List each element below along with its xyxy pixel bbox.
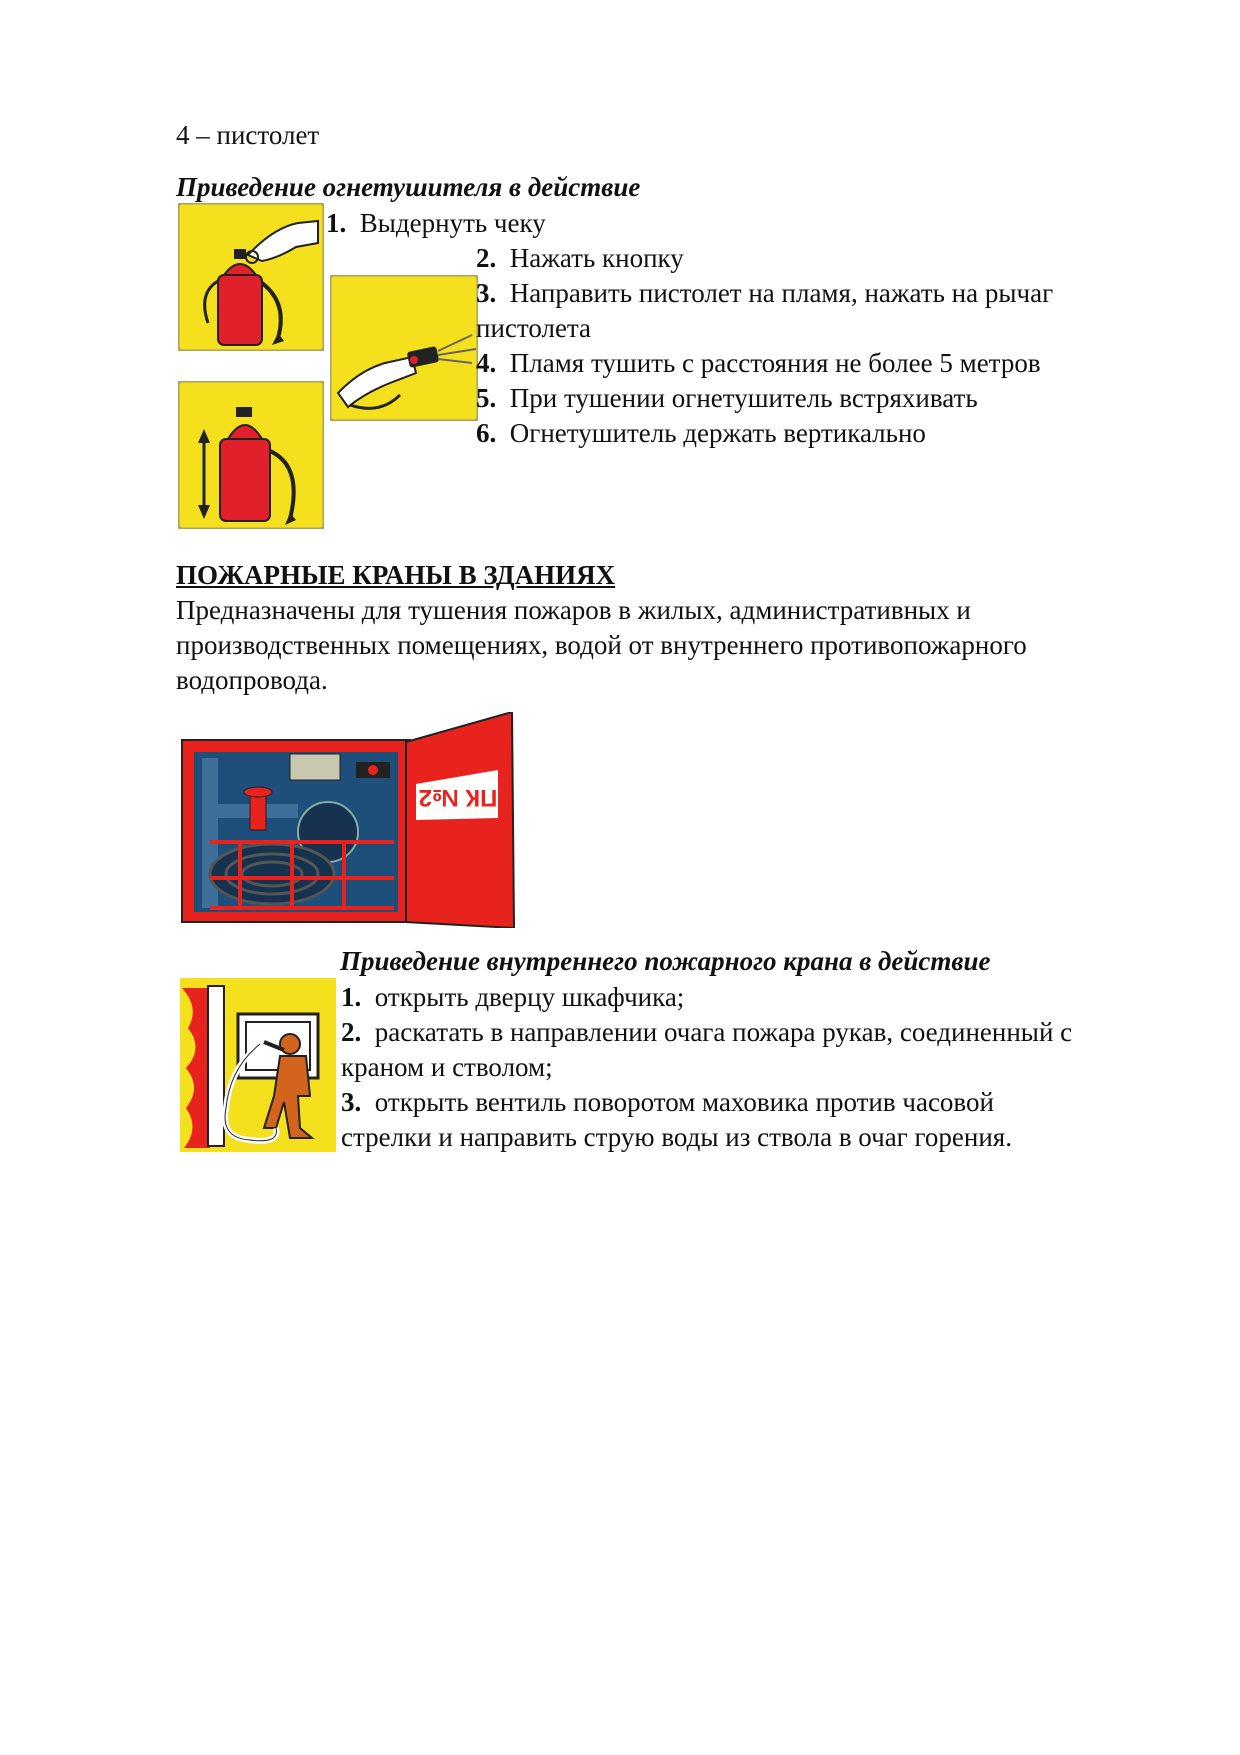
open-hydrant-illustration (180, 978, 336, 1152)
extinguisher-step-4 (476, 346, 1041, 381)
step-text: пистолета (476, 313, 592, 343)
cabinet-label: ПК №2 (418, 784, 498, 811)
hydrants-description-line-1: Предназначены для тушения пожаров в жилых, административных и (176, 595, 971, 625)
hydrants-description-line-3: водопровода. (176, 665, 328, 695)
step-text: При тушении огнетушитель встряхивать (509, 383, 978, 413)
step-text: Пламя тушить с расстояния не более 5 метров (509, 348, 1041, 378)
hold-vertical-illustration (178, 381, 324, 529)
step-number: 6. (476, 418, 497, 448)
step-number: 3. (341, 1087, 362, 1117)
extinguisher-step-1 (326, 206, 546, 241)
extinguisher-step-5 (476, 381, 978, 416)
step-text: Нажать кнопку (509, 243, 684, 273)
step-text: краном и стволом; (341, 1052, 553, 1082)
top-line: 4 – пистолет (176, 120, 320, 150)
hydrants-description-line-2: производственных помещениях, водой от внутреннего противопожарного (176, 630, 1027, 660)
step-text: раскатать в направлении очага пожара рукав, соединенный с (374, 1017, 1073, 1047)
step-number: 1. (341, 982, 362, 1012)
extinguisher-step-6 (476, 416, 926, 451)
step-text: стрелки и направить струю воды из ствола в очаг горения. (341, 1122, 1012, 1152)
hydrant-step-3 (341, 1085, 994, 1120)
step-text: Направить пистолет на пламя, нажать на рычаг (509, 278, 1054, 308)
step-number: 4. (476, 348, 497, 378)
step-number: 2. (476, 243, 497, 273)
step-text: Огнетушитель держать вертикально (509, 418, 926, 448)
hydrant-step-2-continued (341, 1050, 553, 1085)
aim-nozzle-illustration (330, 275, 478, 421)
hydrants-heading: ПОЖАРНЫЕ КРАНЫ В ЗДАНИЯХ (176, 560, 616, 590)
step-text: открыть дверцу шкафчика; (374, 982, 685, 1012)
step-number: 3. (476, 278, 497, 308)
step-text: Выдернуть чеку (359, 208, 546, 238)
extinguisher-section-title: Приведение огнетушителя в действие (176, 172, 641, 202)
step-number: 5. (476, 383, 497, 413)
step-number: 2. (341, 1017, 362, 1047)
extinguisher-step-3 (476, 276, 1053, 311)
hydrant-step-2 (341, 1015, 1072, 1050)
step-text: открыть вентиль поворотом маховика против часовой (374, 1087, 994, 1117)
extinguisher-step-3-continued (476, 311, 591, 346)
hydrant-usage-title: Приведение внутреннего пожарного крана в действие (340, 946, 991, 976)
extinguisher-step-2 (476, 241, 684, 276)
hydrant-step-1 (341, 980, 684, 1015)
hydrant-step-3-continued (341, 1120, 1012, 1155)
fire-hydrant-cabinet-illustration (180, 712, 516, 928)
pull-pin-illustration (178, 203, 324, 351)
step-number: 1. (326, 208, 347, 238)
